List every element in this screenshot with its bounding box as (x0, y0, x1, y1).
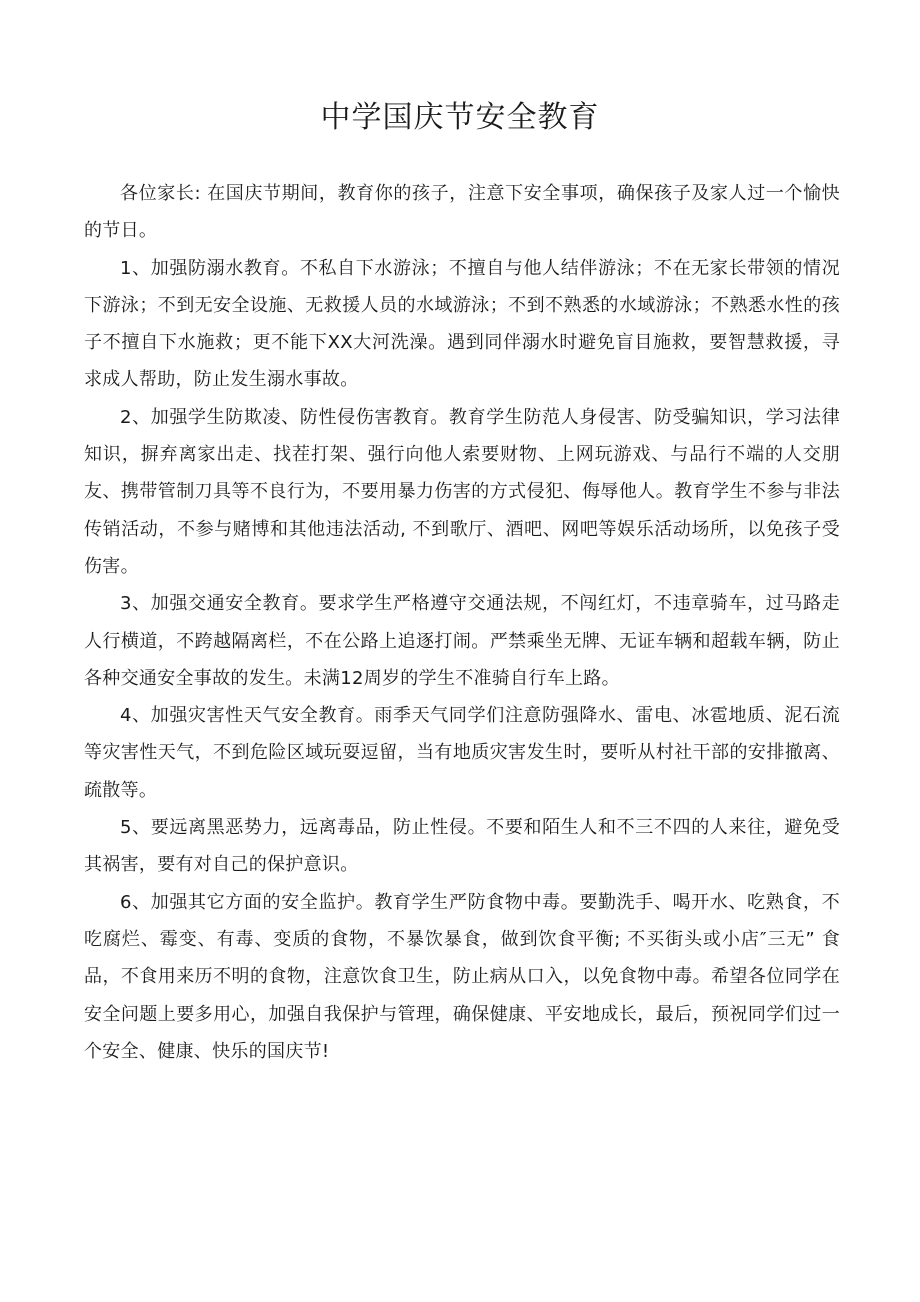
paragraph-weather-safety: 4、加强灾害性天气安全教育。雨季天气同学们注意防强降水、雷电、冰雹地质、泥石流等灾害性天气，不到危险区域玩耍逗留，当有地质灾害发生时，要听从村社干部的安排撤离、疏散等。 (84, 705, 840, 801)
page-title: 中学国庆节安全教育 (320, 100, 600, 135)
paragraph-drowning-prevention: 1、加强防溺水教育。不私自下水游泳；不擅自与他人结伴游泳；不在无家长带领的情况下游泳；不到无安全设施、无救援人员的水域游泳；不到不熟悉的水域游泳；不熟悉水性的孩子不擅自下水施救；更不能下XX大河洗澡。遇到同伴溺水时避免盲目施救，要智慧救援，寻求成人帮助，防止发生溺水事故。 (84, 257, 840, 391)
paragraph-food-safety: 6、加强其它方面的安全监护。教育学生严防食物中毒。要勤洗手、喝开水、吃熟食，不吃腐烂、霉变、有毒、变质的食物，不暴饮暴食，做到饮食平衡; 不买街头或小店″三无” 食品，不食用来历不明的食物，注意饮食卫生，防止病从口入，以免食物中毒。希望各位同学在安全问题上要多用心，加强自我保护与管理，确保健康、平安地成长，最后，预祝同学们过一个安全、健康、快乐的国庆节! (84, 891, 840, 1062)
paragraph-traffic-safety: 3、加强交通安全教育。要求学生严格遵守交通法规，不闯红灯，不违章骑车，过马路走人行横道，不跨越隔离栏，不在公路上追逐打闹。严禁乘坐无牌、无证车辆和超载车辆，防止各种交通安全事故的发生。未满12周岁的学生不准骑自行车上路。 (84, 593, 840, 689)
paragraph-stay-away-danger: 5、要远离黑恶势力，远离毒品，防止性侵。不要和陌生人和不三不四的人来往，避免受其祸害，要有对自己的保护意识。 (84, 817, 840, 876)
paragraph-intro: 各位家长: 在国庆节期间，教育你的孩子，注意下安全事项，确保孩子及家人过一个愉快的节日。 (84, 183, 840, 242)
document-body (84, 175, 840, 1070)
paragraph-bullying-prevention: 2、加强学生防欺凌、防性侵伤害教育。教育学生防范人身侵害、防受骗知识，学习法律知识，摒弃离家出走、找茬打架、强行向他人索要财物、上网玩游戏、与品行不端的人交朋友、携带管制刀具等不良行为，不要用暴力伤害的方式侵犯、侮辱他人。教育学生不参与非法传销活动，不参与赌博和其他违法活动, 不到歌厅、酒吧、网吧等娱乐活动场所，以免孩子受伤害。 (84, 406, 840, 577)
